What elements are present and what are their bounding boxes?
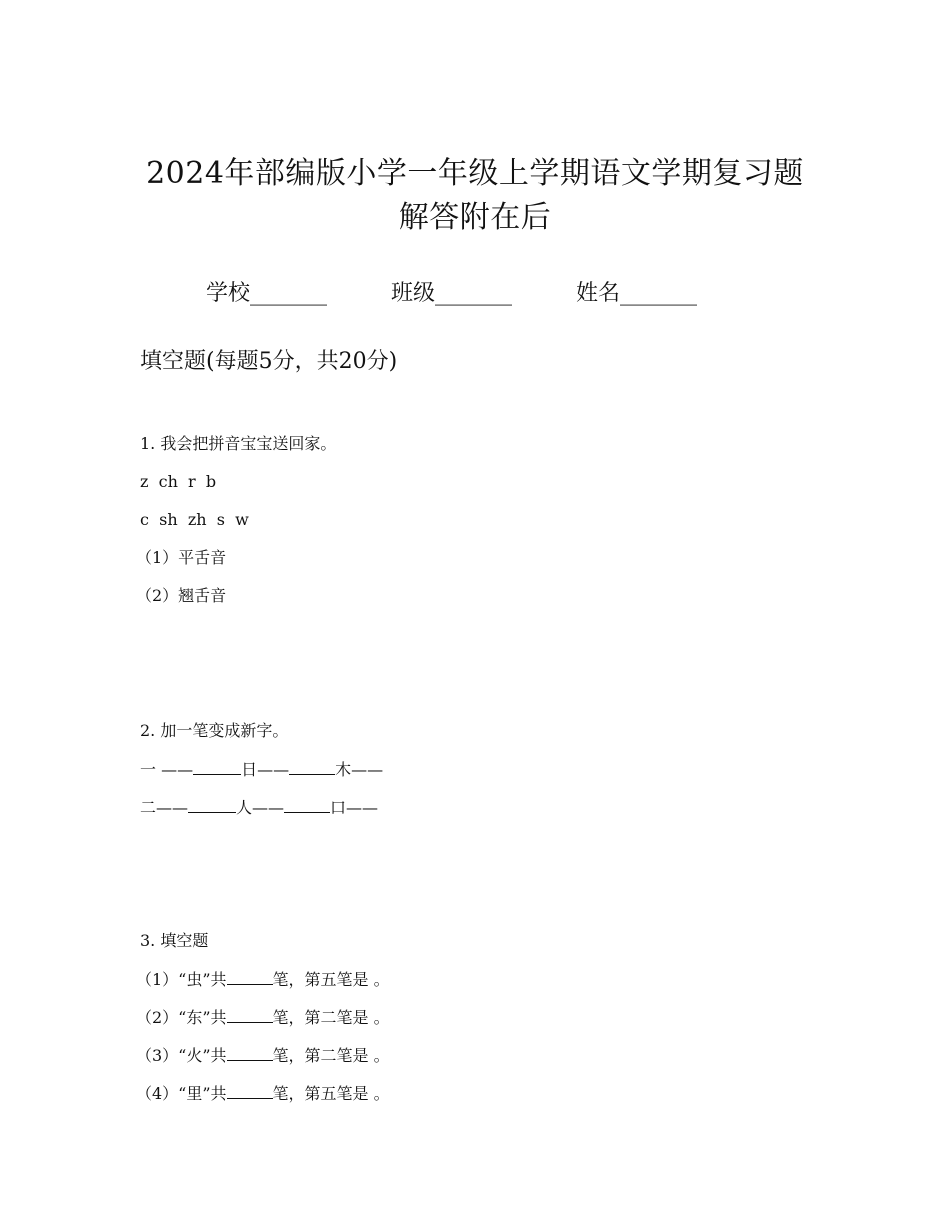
q2-cell: 日—— — [241, 760, 290, 779]
q2-cell: 二—— — [140, 798, 189, 817]
question-1-row-2: c sh zh s w — [140, 510, 249, 529]
name-field: 姓名_______ — [576, 281, 698, 306]
q3-item-prefix: （1）“虫”共 — [136, 970, 227, 989]
q3-item-suffix: 笔，第五笔是 。 — [272, 1084, 390, 1103]
answer-blank[interactable] — [188, 796, 236, 813]
student-info-row — [206, 276, 697, 307]
question-3-item — [136, 1006, 390, 1029]
question-1-sub-2: （2）翘舌音 — [136, 586, 227, 605]
answer-blank[interactable] — [284, 796, 330, 813]
answer-blank[interactable] — [289, 758, 335, 775]
q3-item-prefix: （4）“里”共 — [136, 1084, 227, 1103]
q2-cell: 木—— — [335, 760, 384, 779]
answer-blank[interactable] — [227, 1044, 273, 1061]
question-2-stem: 2. 加一笔变成新字。 — [140, 721, 289, 740]
q2-cell: 口—— — [330, 798, 379, 817]
q2-cell: 人—— — [236, 798, 285, 817]
q3-item-suffix: 笔，第五笔是 。 — [272, 970, 390, 989]
q2-cell: 一 —— — [140, 760, 194, 779]
question-3-item — [136, 968, 390, 991]
document-title-line-1: 2024年部编版小学一年级上学期语文学期复习题 — [146, 156, 804, 191]
q3-item-suffix: 笔，第二笔是 。 — [272, 1008, 390, 1027]
question-3-stem: 3. 填空题 — [140, 931, 209, 950]
document-title-line-2: 解答附在后 — [398, 200, 552, 235]
q3-item-prefix: （3）“火”共 — [136, 1046, 227, 1065]
question-1-stem: 1. 我会把拼音宝宝送回家。 — [140, 434, 337, 453]
q3-item-prefix: （2）“东”共 — [136, 1008, 227, 1027]
school-field: 学校_______ — [206, 281, 328, 306]
question-2-row-1 — [140, 758, 383, 781]
question-3-item — [136, 1044, 390, 1067]
answer-blank[interactable] — [227, 968, 273, 985]
answer-blank[interactable] — [193, 758, 241, 775]
class-field: 班级_______ — [391, 281, 513, 306]
question-3-item — [136, 1082, 390, 1105]
answer-blank[interactable] — [227, 1006, 273, 1023]
section-heading: 填空题(每题5分，共20分) — [140, 349, 398, 374]
question-2-row-2 — [140, 796, 378, 819]
question-1-sub-1: （1）平舌音 — [136, 548, 227, 567]
q3-item-suffix: 笔，第二笔是 。 — [272, 1046, 390, 1065]
answer-blank[interactable] — [227, 1082, 273, 1099]
question-1-row-1: z ch r b — [140, 472, 217, 491]
